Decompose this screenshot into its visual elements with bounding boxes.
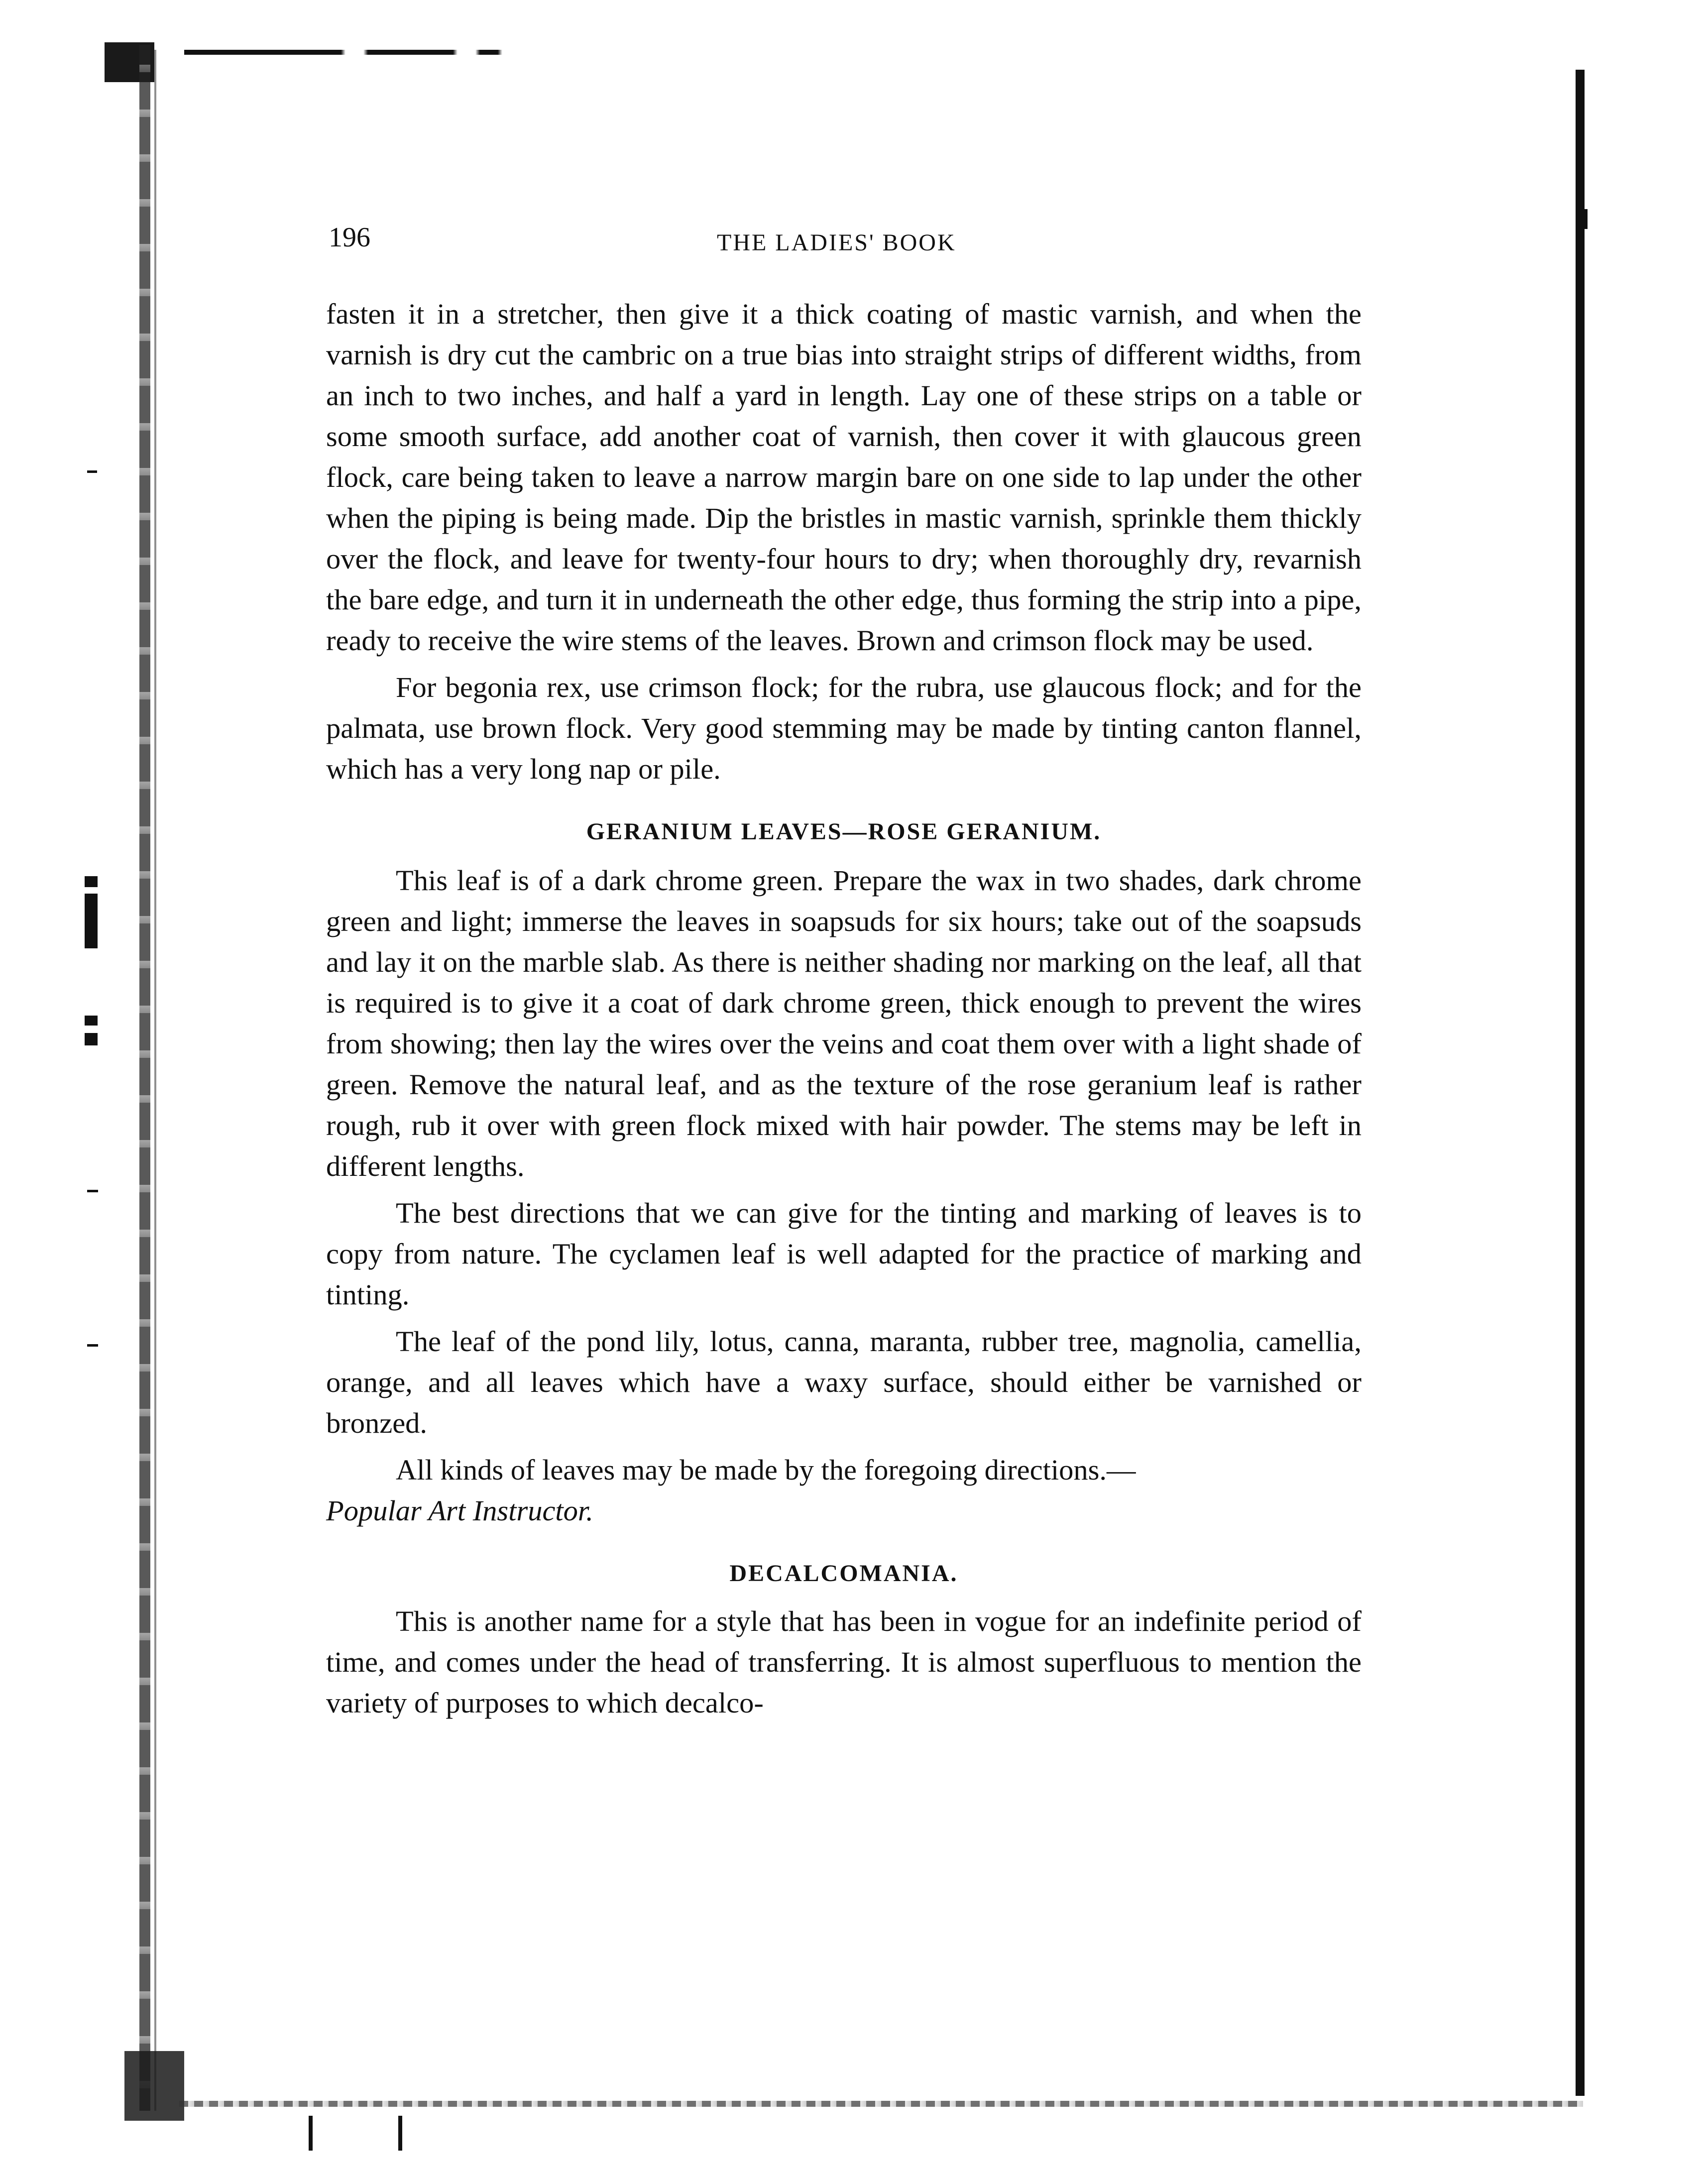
section-heading-geranium: GERANIUM LEAVES—ROSE GERANIUM. — [586, 818, 1102, 845]
paragraph-geranium: This leaf is of a dark chrome green. Prepare the wax in two shades, dark chrome green and light; immerse the leaves in soapsuds for six hours; take out of the soapsuds and lay it on the marble slab. As there is neither shading nor marking on the leaf, all that is required is to give it a coat of dark chrome green, thick enough to prevent the wires from showing; then lay the wires over the veins and coat them over with a light shade of green. Remove the natural leaf, and as the texture of the rose geranium leaf is rather rough, rub it over with green flock mixed with hair powder. The stems may be left in different lengths. — [326, 864, 1362, 1182]
paragraph-continued: fasten it in a stretcher, then give it a thick coating of mastic varnish, and when the varnish is dry cut the cambric on a true bias into straight strips of different widths, from an inch to two inches, and half a yard in length. Lay one of these strips on a table or some smooth surface, add another coat of varnish, then cover it with glaucous green flock, care being taken to leave a narrow margin bare on one side to lap under the other when the piping is being made. Dip the bristles in mastic varnish, sprinkle them thickly over the flock, and leave for twenty-four hours to dry; when thoroughly dry, revarnish the bare edge, and turn it in underneath the other edge, thus forming the strip into a pipe, ready to receive the wire stems of the leaves. Brown and crimson flock may be used. — [326, 298, 1362, 657]
scan-mark-left-4 — [85, 1033, 98, 1045]
paragraph-decalcomania: This is another name for a style that has been in vogue for an indefinite period of time, and comes under the head of transferring. It is almost superfluous to mention the variety of purposes to which decalco- — [326, 1605, 1362, 1719]
scan-edge-right-notch — [1581, 209, 1588, 229]
scan-edge-left-line — [154, 50, 156, 2111]
running-head: THE LADIES' BOOK — [717, 229, 956, 256]
scan-edge-right — [1576, 70, 1585, 2096]
scan-mark-left-7 — [87, 1344, 98, 1347]
citation: Popular Art Instructor. — [326, 1494, 593, 1527]
scan-mark-left-6 — [87, 1190, 98, 1192]
all-kinds-text: All kinds of leaves may be made by the foregoing directions.— — [396, 1454, 1136, 1486]
scan-edge-top — [184, 50, 632, 55]
scan-mark-left-5 — [87, 470, 97, 473]
paragraph-pond-lily: The leaf of the pond lily, lotus, canna, maranta, rubber tree, magnolia, camellia, orange, and all leaves which have a waxy surface, should either be varnished or bronzed. — [326, 1325, 1362, 1439]
section-heading-decalcomania: DECALCOMANIA. — [729, 1560, 958, 1587]
scan-edge-bottom-left — [124, 2051, 184, 2121]
scan-mark-bottom-2 — [398, 2116, 402, 2151]
page-number: 196 — [329, 222, 370, 253]
scan-mark-left-3 — [85, 1016, 98, 1026]
scan-mark-bottom-1 — [309, 2116, 313, 2151]
paragraph-all-kinds — [326, 1450, 1362, 1531]
scan-edge-left — [139, 45, 150, 2111]
paragraph-begonia: For begonia rex, use crimson flock; for the rubra, use glaucous flock; and for the palmata, use brown flock. Very good stemming may be made by tinting canton flannel, which has a very long nap or pile. — [326, 671, 1362, 785]
paragraph-directions: The best directions that we can give for the tinting and marking of leaves is to copy from nature. The cyclamen leaf is well adapted for the practice of marking and tinting. — [326, 1197, 1362, 1311]
scan-mark-left-2 — [85, 894, 98, 948]
scan-mark-left-1 — [85, 876, 98, 887]
scan-edge-bottom — [179, 2101, 1583, 2107]
text-block — [326, 294, 1362, 1723]
